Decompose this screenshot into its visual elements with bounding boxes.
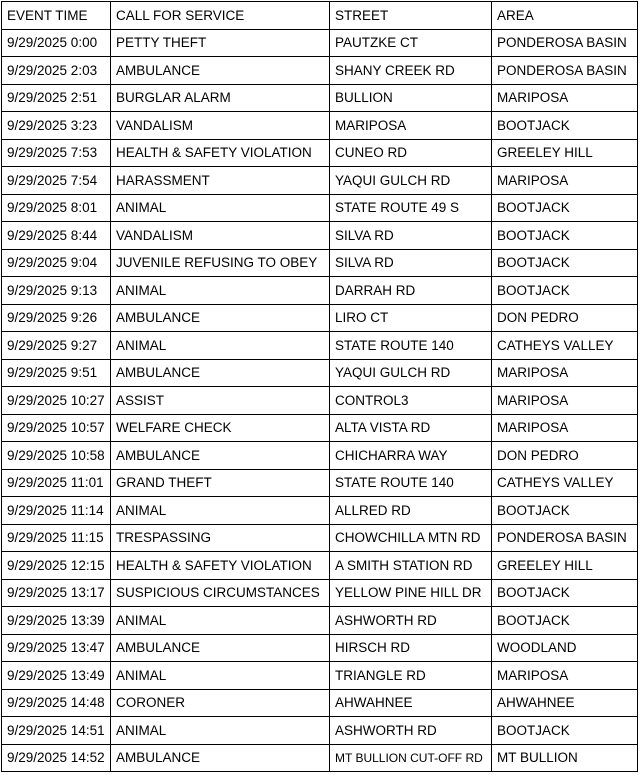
table-row (2, 689, 638, 717)
table-row (2, 744, 638, 772)
table-row (2, 414, 638, 442)
table-header (2, 2, 638, 30)
cell-street: ASHWORTH RD (330, 607, 492, 635)
cell-area: DON PEDRO (492, 442, 638, 470)
table-row (2, 84, 638, 112)
cell-street: HIRSCH RD (330, 634, 492, 662)
cell-event-time: 9/29/2025 13:39 (2, 607, 111, 635)
cell-call-for-service: VANDALISM (111, 222, 330, 250)
cell-event-time: 9/29/2025 7:53 (2, 139, 111, 167)
cell-call-for-service: AMBULANCE (111, 304, 330, 332)
cell-area: DON PEDRO (492, 304, 638, 332)
table-row (2, 332, 638, 360)
cell-street: CONTROL3 (330, 387, 492, 415)
table-row (2, 662, 638, 690)
table-row (2, 469, 638, 497)
cell-event-time: 9/29/2025 8:44 (2, 222, 111, 250)
cell-street: STATE ROUTE 49 S (330, 194, 492, 222)
table-row (2, 304, 638, 332)
table-row (2, 442, 638, 470)
table-row (2, 194, 638, 222)
cell-call-for-service: GRAND THEFT (111, 469, 330, 497)
table-row (2, 249, 638, 277)
cell-area: MARIPOSA (492, 414, 638, 442)
cell-event-time: 9/29/2025 0:00 (2, 29, 111, 57)
cell-street: STATE ROUTE 140 (330, 332, 492, 360)
cell-street: STATE ROUTE 140 (330, 469, 492, 497)
cell-street: MARIPOSA (330, 112, 492, 140)
table-row (2, 524, 638, 552)
cell-call-for-service: HEALTH & SAFETY VIOLATION (111, 552, 330, 580)
table-row (2, 387, 638, 415)
cell-call-for-service: AMBULANCE (111, 359, 330, 387)
cell-street: DARRAH RD (330, 277, 492, 305)
table-row (2, 277, 638, 305)
cell-event-time: 9/29/2025 11:01 (2, 469, 111, 497)
cell-street: SILVA RD (330, 222, 492, 250)
cell-event-time: 9/29/2025 13:47 (2, 634, 111, 662)
cell-call-for-service: ANIMAL (111, 607, 330, 635)
cell-area: MT BULLION (492, 744, 638, 772)
cell-area: CATHEYS VALLEY (492, 469, 638, 497)
cell-street: YELLOW PINE HILL DR (330, 579, 492, 607)
cell-area: MARIPOSA (492, 387, 638, 415)
cell-area: GREELEY HILL (492, 552, 638, 580)
cell-street: SHANY CREEK RD (330, 57, 492, 85)
cell-area: MARIPOSA (492, 84, 638, 112)
cell-event-time: 9/29/2025 2:03 (2, 57, 111, 85)
cell-area: BOOTJACK (492, 607, 638, 635)
calls-for-service-table (1, 1, 638, 772)
cell-call-for-service: AMBULANCE (111, 744, 330, 772)
cell-event-time: 9/29/2025 9:51 (2, 359, 111, 387)
cell-call-for-service: AMBULANCE (111, 442, 330, 470)
cell-call-for-service: ANIMAL (111, 497, 330, 525)
cell-area: BOOTJACK (492, 579, 638, 607)
table-body (2, 29, 638, 772)
cell-call-for-service: CORONER (111, 689, 330, 717)
cell-event-time: 9/29/2025 14:48 (2, 689, 111, 717)
cell-street: AHWAHNEE (330, 689, 492, 717)
cell-event-time: 9/29/2025 9:26 (2, 304, 111, 332)
cell-event-time: 9/29/2025 2:51 (2, 84, 111, 112)
cell-area: BOOTJACK (492, 249, 638, 277)
cell-event-time: 9/29/2025 7:54 (2, 167, 111, 195)
cell-call-for-service: HEALTH & SAFETY VIOLATION (111, 139, 330, 167)
table-row (2, 579, 638, 607)
cell-event-time: 9/29/2025 9:27 (2, 332, 111, 360)
cell-event-time: 9/29/2025 11:14 (2, 497, 111, 525)
cell-street: A SMITH STATION RD (330, 552, 492, 580)
cell-call-for-service: JUVENILE REFUSING TO OBEY (111, 249, 330, 277)
cell-call-for-service: WELFARE CHECK (111, 414, 330, 442)
cell-area: BOOTJACK (492, 112, 638, 140)
cell-area: BOOTJACK (492, 277, 638, 305)
cell-call-for-service: SUSPICIOUS CIRCUMSTANCES (111, 579, 330, 607)
cell-event-time: 9/29/2025 14:51 (2, 717, 111, 745)
header-area: AREA (492, 2, 638, 30)
cell-street: YAQUI GULCH RD (330, 359, 492, 387)
cell-area: BOOTJACK (492, 497, 638, 525)
cell-area: PONDEROSA BASIN (492, 524, 638, 552)
table-row (2, 29, 638, 57)
cell-event-time: 9/29/2025 3:23 (2, 112, 111, 140)
cell-call-for-service: AMBULANCE (111, 634, 330, 662)
cell-call-for-service: ANIMAL (111, 332, 330, 360)
cell-call-for-service: BURGLAR ALARM (111, 84, 330, 112)
cell-call-for-service: HARASSMENT (111, 167, 330, 195)
cell-call-for-service: ANIMAL (111, 662, 330, 690)
cell-call-for-service: ANIMAL (111, 194, 330, 222)
cell-street: SILVA RD (330, 249, 492, 277)
cell-area: PONDEROSA BASIN (492, 29, 638, 57)
table-row (2, 57, 638, 85)
cell-area: WOODLAND (492, 634, 638, 662)
cell-event-time: 9/29/2025 12:15 (2, 552, 111, 580)
cell-area: BOOTJACK (492, 194, 638, 222)
table-row (2, 112, 638, 140)
cell-area: MARIPOSA (492, 662, 638, 690)
cell-call-for-service: ANIMAL (111, 717, 330, 745)
cell-street: ALLRED RD (330, 497, 492, 525)
cell-event-time: 9/29/2025 13:17 (2, 579, 111, 607)
table-row (2, 607, 638, 635)
cell-street: LIRO CT (330, 304, 492, 332)
cell-area: BOOTJACK (492, 222, 638, 250)
cell-event-time: 9/29/2025 8:01 (2, 194, 111, 222)
cell-call-for-service: ANIMAL (111, 277, 330, 305)
table-row (2, 359, 638, 387)
cell-call-for-service: TRESPASSING (111, 524, 330, 552)
header-event-time: EVENT TIME (2, 2, 111, 30)
cell-area: MARIPOSA (492, 359, 638, 387)
table-row (2, 222, 638, 250)
cell-street: MT BULLION CUT-OFF RD (330, 744, 492, 772)
cell-event-time: 9/29/2025 14:52 (2, 744, 111, 772)
cell-event-time: 9/29/2025 13:49 (2, 662, 111, 690)
header-call-for-service: CALL FOR SERVICE (111, 2, 330, 30)
cell-area: CATHEYS VALLEY (492, 332, 638, 360)
cell-street: CUNEO RD (330, 139, 492, 167)
cell-event-time: 9/29/2025 10:27 (2, 387, 111, 415)
cell-call-for-service: PETTY THEFT (111, 29, 330, 57)
table-row (2, 717, 638, 745)
cell-street: BULLION (330, 84, 492, 112)
cell-area: BOOTJACK (492, 717, 638, 745)
cell-street: ASHWORTH RD (330, 717, 492, 745)
cell-street: CHICHARRA WAY (330, 442, 492, 470)
cell-event-time: 9/29/2025 10:58 (2, 442, 111, 470)
cell-area: PONDEROSA BASIN (492, 57, 638, 85)
cell-street: YAQUI GULCH RD (330, 167, 492, 195)
header-street: STREET (330, 2, 492, 30)
cell-call-for-service: ASSIST (111, 387, 330, 415)
cell-street: TRIANGLE RD (330, 662, 492, 690)
cell-street: CHOWCHILLA MTN RD (330, 524, 492, 552)
cell-area: AHWAHNEE (492, 689, 638, 717)
cell-street: PAUTZKE CT (330, 29, 492, 57)
cell-event-time: 9/29/2025 9:13 (2, 277, 111, 305)
cell-call-for-service: AMBULANCE (111, 57, 330, 85)
table-row (2, 139, 638, 167)
table-row (2, 552, 638, 580)
cell-call-for-service: VANDALISM (111, 112, 330, 140)
cell-event-time: 9/29/2025 11:15 (2, 524, 111, 552)
cell-area: GREELEY HILL (492, 139, 638, 167)
table-row (2, 634, 638, 662)
table-row (2, 167, 638, 195)
cell-event-time: 9/29/2025 10:57 (2, 414, 111, 442)
header-row (2, 2, 638, 30)
table-row (2, 497, 638, 525)
cell-street: ALTA VISTA RD (330, 414, 492, 442)
cell-event-time: 9/29/2025 9:04 (2, 249, 111, 277)
cell-area: MARIPOSA (492, 167, 638, 195)
